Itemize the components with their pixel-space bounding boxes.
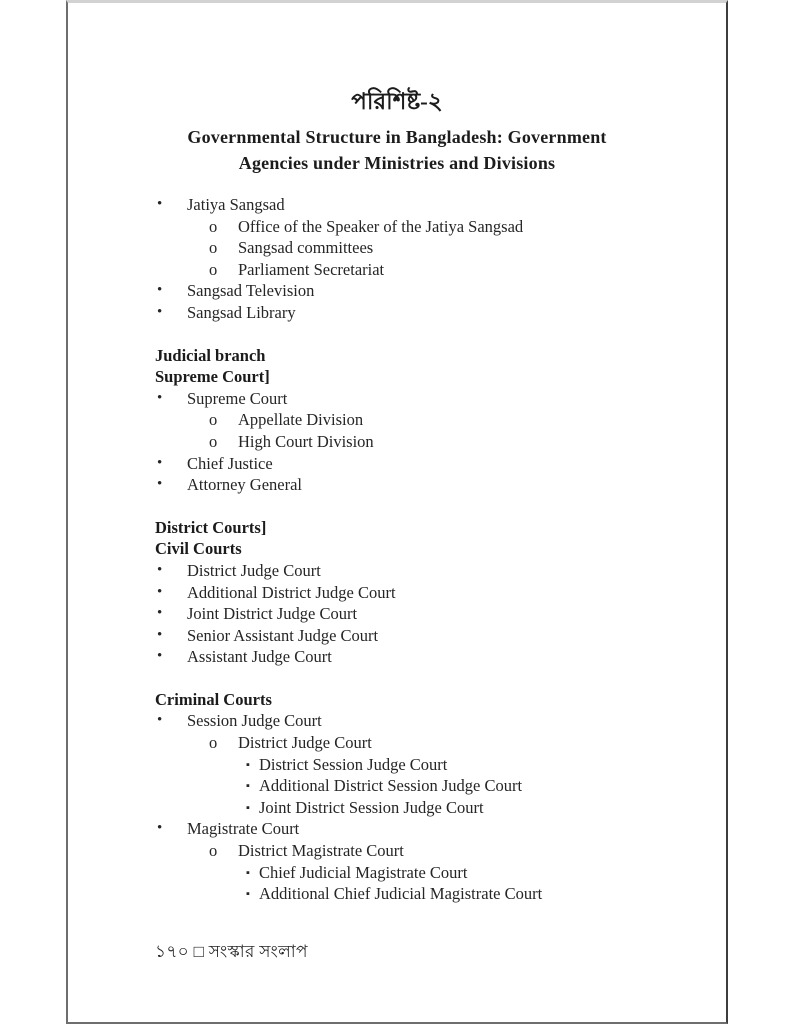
judicial-section <box>68 345 726 496</box>
list-item-label: District Judge Court <box>187 560 321 580</box>
circle-bullet-icon: o <box>209 410 218 430</box>
list-item <box>68 388 726 410</box>
parliament-list <box>68 194 726 324</box>
page-title-line1: Governmental Structure in Bangladesh: Government <box>187 127 607 147</box>
disc-bullet-icon: • <box>157 820 163 837</box>
list-item-label: Additional District Session Judge Court <box>259 776 523 796</box>
disc-bullet-icon: • <box>157 583 163 600</box>
list-item-label: Additional District Judge Court <box>187 582 396 602</box>
list-item-label: Attorney General <box>187 475 302 495</box>
list-item <box>68 646 726 668</box>
list-item <box>68 840 726 862</box>
list-item <box>68 237 726 259</box>
section-heading-supreme-court: Supreme Court] <box>155 367 270 387</box>
list-item <box>68 732 726 754</box>
list-item <box>68 302 726 324</box>
list-item <box>68 625 726 647</box>
list-item-label: Senior Assistant Judge Court <box>187 625 379 645</box>
list-item <box>68 883 726 905</box>
list-item <box>68 754 726 776</box>
list-item <box>68 409 726 431</box>
disc-bullet-icon: • <box>157 561 163 578</box>
list-item <box>68 797 726 819</box>
disc-bullet-icon: • <box>157 196 163 212</box>
square-bullet-icon: ▪ <box>246 801 250 814</box>
list-item-label: High Court Division <box>238 431 374 451</box>
list-item <box>68 216 726 238</box>
list-item <box>68 818 726 840</box>
list-item-label: Additional Chief Judicial Magistrate Court <box>259 884 543 904</box>
disc-bullet-icon: • <box>157 605 163 622</box>
list-item <box>68 194 726 216</box>
page-title-line2: Agencies under Ministries and Divisions <box>238 153 556 173</box>
list-item-label: Supreme Court <box>187 388 288 408</box>
disc-bullet-icon: • <box>157 648 163 665</box>
criminal-courts-section <box>68 689 726 905</box>
list-item-label: Jatiya Sangsad <box>187 195 285 214</box>
list-item <box>68 259 726 281</box>
list-item <box>68 474 726 496</box>
section-heading-civil-courts: Civil Courts <box>155 539 242 559</box>
civil-courts-section <box>68 517 726 668</box>
list-item <box>68 775 726 797</box>
section-heading-judicial-branch: Judicial branch <box>155 345 266 365</box>
disc-bullet-icon: • <box>157 476 163 493</box>
list-item-label: Chief Justice <box>187 453 273 473</box>
list-item <box>68 862 726 884</box>
list-item-label: Joint District Session Judge Court <box>259 797 484 817</box>
disc-bullet-icon: • <box>157 454 163 471</box>
disc-bullet-icon: • <box>157 389 163 406</box>
list-item-label: Sangsad Television <box>187 281 315 301</box>
disc-bullet-icon: • <box>157 626 163 643</box>
disc-bullet-icon: • <box>157 282 163 299</box>
square-bullet-icon: ▪ <box>246 866 250 879</box>
section-heading-criminal-courts: Criminal Courts <box>155 689 272 709</box>
circle-bullet-icon: o <box>209 259 218 279</box>
list-item-label: Parliament Secretariat <box>238 259 385 279</box>
book-page <box>66 0 728 1024</box>
list-item <box>68 710 726 732</box>
list-item-label: Magistrate Court <box>187 819 300 839</box>
list-item-label: Chief Judicial Magistrate Court <box>259 862 468 882</box>
disc-bullet-icon: • <box>157 303 163 320</box>
page-footer-number: ১৭০ □ সংস্কার সংলাপ <box>155 942 308 961</box>
list-item-label: Appellate Division <box>238 410 364 430</box>
list-item-label: Sangsad committees <box>238 238 374 258</box>
circle-bullet-icon: o <box>209 238 218 258</box>
disc-bullet-icon: • <box>157 712 163 729</box>
list-item-label: District Judge Court <box>238 733 372 753</box>
circle-bullet-icon: o <box>209 431 218 451</box>
appendix-title-bengali: পরিশিষ্ট-২ <box>351 89 443 114</box>
list-item-label: District Magistrate Court <box>238 841 404 861</box>
square-bullet-icon: ▪ <box>246 758 250 771</box>
list-item-label: Joint District Judge Court <box>187 604 358 624</box>
list-item-label: Sangsad Library <box>187 302 296 322</box>
list-item <box>68 453 726 475</box>
section-heading-district-courts: District Courts] <box>155 517 267 537</box>
list-item-label: District Session Judge Court <box>259 754 448 774</box>
square-bullet-icon: ▪ <box>246 780 250 793</box>
circle-bullet-icon: o <box>209 841 218 861</box>
square-bullet-icon: ▪ <box>246 888 250 901</box>
list-item-label: Office of the Speaker of the Jatiya Sangsad <box>238 216 524 236</box>
circle-bullet-icon: o <box>209 733 218 753</box>
list-item-label: Session Judge Court <box>187 711 322 731</box>
circle-bullet-icon: o <box>209 216 218 236</box>
list-item <box>68 603 726 625</box>
list-item <box>68 431 726 453</box>
list-item <box>68 582 726 604</box>
list-item <box>68 280 726 302</box>
list-item <box>68 560 726 582</box>
page-title <box>68 124 726 176</box>
list-item-label: Assistant Judge Court <box>187 647 332 667</box>
